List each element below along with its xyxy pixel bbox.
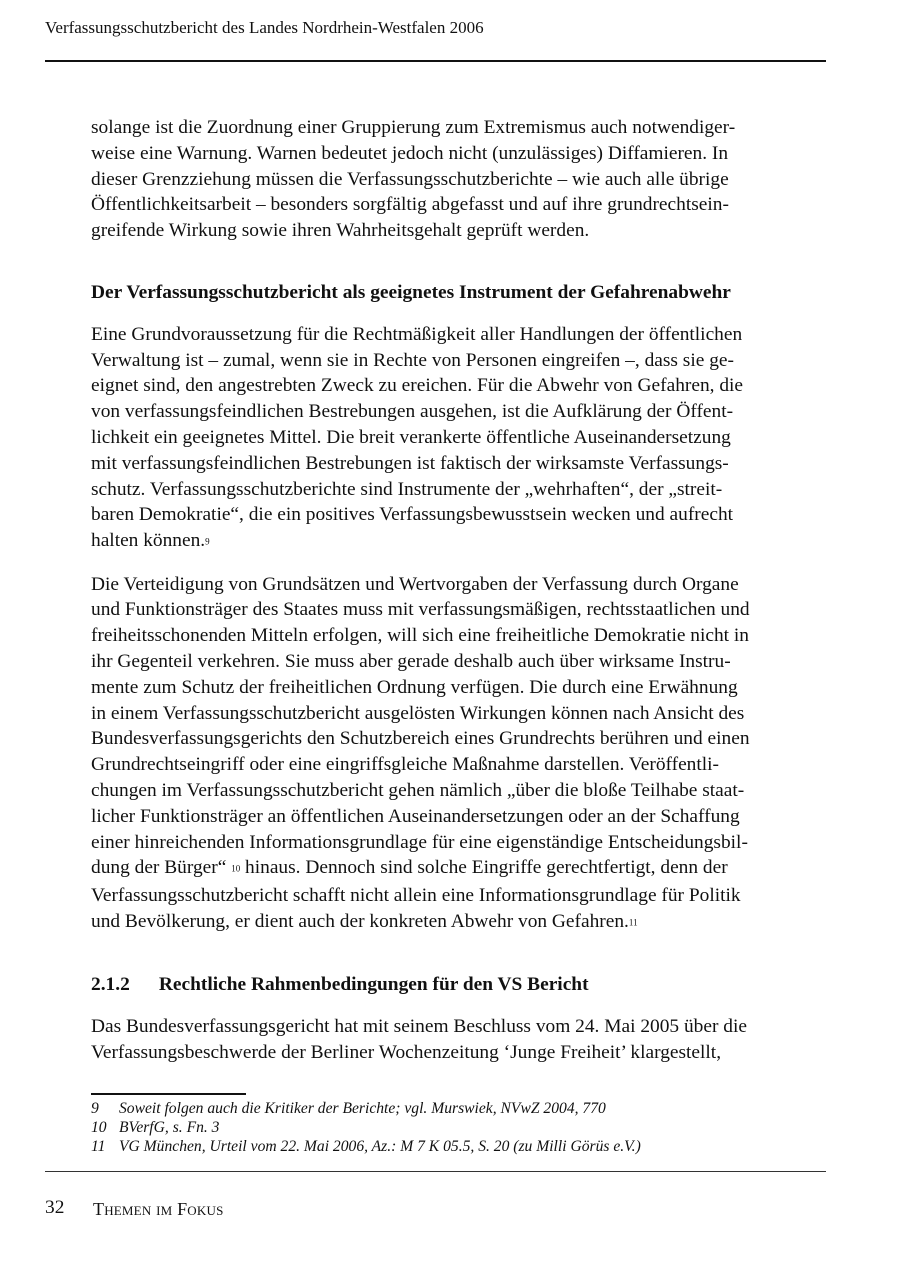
text-line: ihr Gegenteil verkehren. Sie muss aber gerade deshalb auch über wirksame Instru- (91, 651, 731, 672)
text-line: dieser Grenzziehung müssen die Verfassungsschutzberichte – wie auch alle übrige (91, 168, 729, 190)
paragraph-4 (91, 1014, 817, 1066)
footnote-number: 11 (91, 1138, 106, 1155)
text-line: mit verfassungsfeindlichen Bestrebungen ist faktisch der wirksamste Verfassungs- (91, 452, 729, 474)
section-name: Themen im Fokus (93, 1199, 224, 1219)
footnote-reference: 11 (628, 917, 638, 928)
footnote-text: BVerfG, s. Fn. 3 (119, 1119, 220, 1136)
text-line: solange ist die Zuordnung einer Gruppierung zum Extremismus auch notwendiger- (91, 117, 736, 138)
text-line: Öffentlichkeitsarbeit – besonders sorgfältig abgefasst und auf ihre grundrechtsein- (91, 194, 729, 216)
text-line: freiheitsschonenden Mitteln erfolgen, will sich eine freiheitliche Demokratie nicht in (91, 625, 749, 647)
footnote (91, 1099, 641, 1118)
paragraph-3 (91, 572, 817, 936)
text-line: Eine Grundvoraussetzung für die Rechtmäßigkeit aller Handlungen der öffentlichen (91, 323, 743, 345)
text-line (91, 855, 817, 882)
running-title: Verfassungsschutzbericht des Landes Nordrhein-Westfalen 2006 (45, 18, 484, 37)
footnote-reference: 10 (231, 864, 241, 875)
page-number: 32 (45, 1197, 65, 1218)
text-line: lichkeit ein geeignetes Mittel. Die breit verankerte öffentliche Auseinandersetzung (91, 426, 731, 448)
text-fragment: halten können. (91, 530, 206, 552)
footnote-number: 10 (91, 1119, 107, 1136)
text-line: Die Verteidigung von Grundsätzen und Wertvorgaben der Verfassung durch Organe (91, 573, 739, 595)
text-line: schutz. Verfassungsschutzberichte sind Instrumente der „wehrhaften“, der „streit- (91, 478, 723, 500)
footnote (91, 1118, 641, 1137)
text-line: Grundrechtseingriff oder eine eingriffsgleiche Maßnahme darstellen. Veröffentli- (91, 754, 719, 776)
footnote (91, 1137, 641, 1156)
section-heading: Der Verfassungsschutzbericht als geeignetes Instrument der Gefahrenabwehr (91, 281, 731, 303)
text-line: baren Demokratie“, die ein positives Verfassungsbewusstsein wecken und aufrecht (91, 504, 734, 526)
text-line: einer hinreichenden Informationsgrundlage für eine eigenständige Entscheidungsbil- (91, 831, 748, 853)
text-line: weise eine Warnung. Warnen bedeutet jedoch nicht (unzulässiges) Diffamieren. In (91, 142, 729, 164)
subsection-heading: 2.1.2 Rechtliche Rahmenbedingungen für den VS Bericht (91, 974, 589, 996)
footnote-reference: 9 (205, 536, 210, 547)
header-rule (45, 60, 826, 62)
text-line: Das Bundesverfassungsgericht hat mit seinem Beschluss vom 24. Mai 2005 über die (91, 1015, 747, 1037)
footnotes (91, 1099, 641, 1156)
text-line: in einem Verfassungsschutzbericht ausgelösten Wirkungen können nach Ansicht des (91, 702, 745, 724)
text-fragment: hinaus. Dennoch sind solche Eingriffe gerechtfertigt, denn der (240, 857, 728, 879)
footnote-text: Soweit folgen auch die Kritiker der Berichte; vgl. Murswiek, NVwZ 2004, 770 (119, 1100, 606, 1117)
text-fragment: dung der Bürger“ (91, 857, 232, 879)
text-line: mente zum Schutz der freiheitlichen Ordnung verfügen. Die durch eine Erwähnung (91, 676, 738, 698)
paragraph-1 (91, 115, 817, 244)
text-line (91, 909, 817, 936)
text-line: greifende Wirkung sowie ihren Wahrheitsgehalt geprüft werden. (91, 220, 590, 242)
text-line (91, 528, 817, 555)
text-line: eignet sind, den angestrebten Zweck zu ereichen. Für die Abwehr von Gefahren, die (91, 375, 744, 397)
footnote-rule (91, 1093, 246, 1095)
text-line: Verfassungsbeschwerde der Berliner Wochenzeitung ‘Junge Freiheit’ klargestellt, (91, 1041, 722, 1063)
text-line: Verfassungsschutzbericht schafft nicht allein eine Informationsgrundlage für Politik (91, 884, 741, 906)
paragraph-2 (91, 322, 817, 556)
footer-rule (45, 1171, 826, 1172)
main-text (91, 115, 817, 1065)
footnote-number: 9 (91, 1100, 99, 1117)
text-line: von verfassungsfeindlichen Bestrebungen ausgehen, ist die Aufklärung der Öffent- (91, 401, 734, 423)
footnote-text: VG München, Urteil vom 22. Mai 2006, Az.: M 7 K 05.5, S. 20 (zu Milli Görüs e.V.) (119, 1138, 641, 1155)
text-line: chungen im Verfassungsschutzbericht gehen nämlich „über die bloße Teilhabe staat- (91, 779, 745, 801)
text-line: Bundesverfassungsgerichts den Schutzbereich eines Grundrechts berühren und einen (91, 728, 750, 750)
text-fragment: und Bevölkerung, er dient auch der konkreten Abwehr von Gefahren. (91, 910, 629, 932)
text-line: Verwaltung ist – zumal, wenn sie in Rechte von Personen eingreifen –, dass sie ge- (91, 349, 734, 371)
text-line: und Funktionsträger des Staates muss mit verfassungsmäßigen, rechtsstaatlichen und (91, 599, 750, 621)
text-line: licher Funktionsträger an öffentlichen Auseinandersetzungen oder an der Schaffung (91, 805, 740, 827)
